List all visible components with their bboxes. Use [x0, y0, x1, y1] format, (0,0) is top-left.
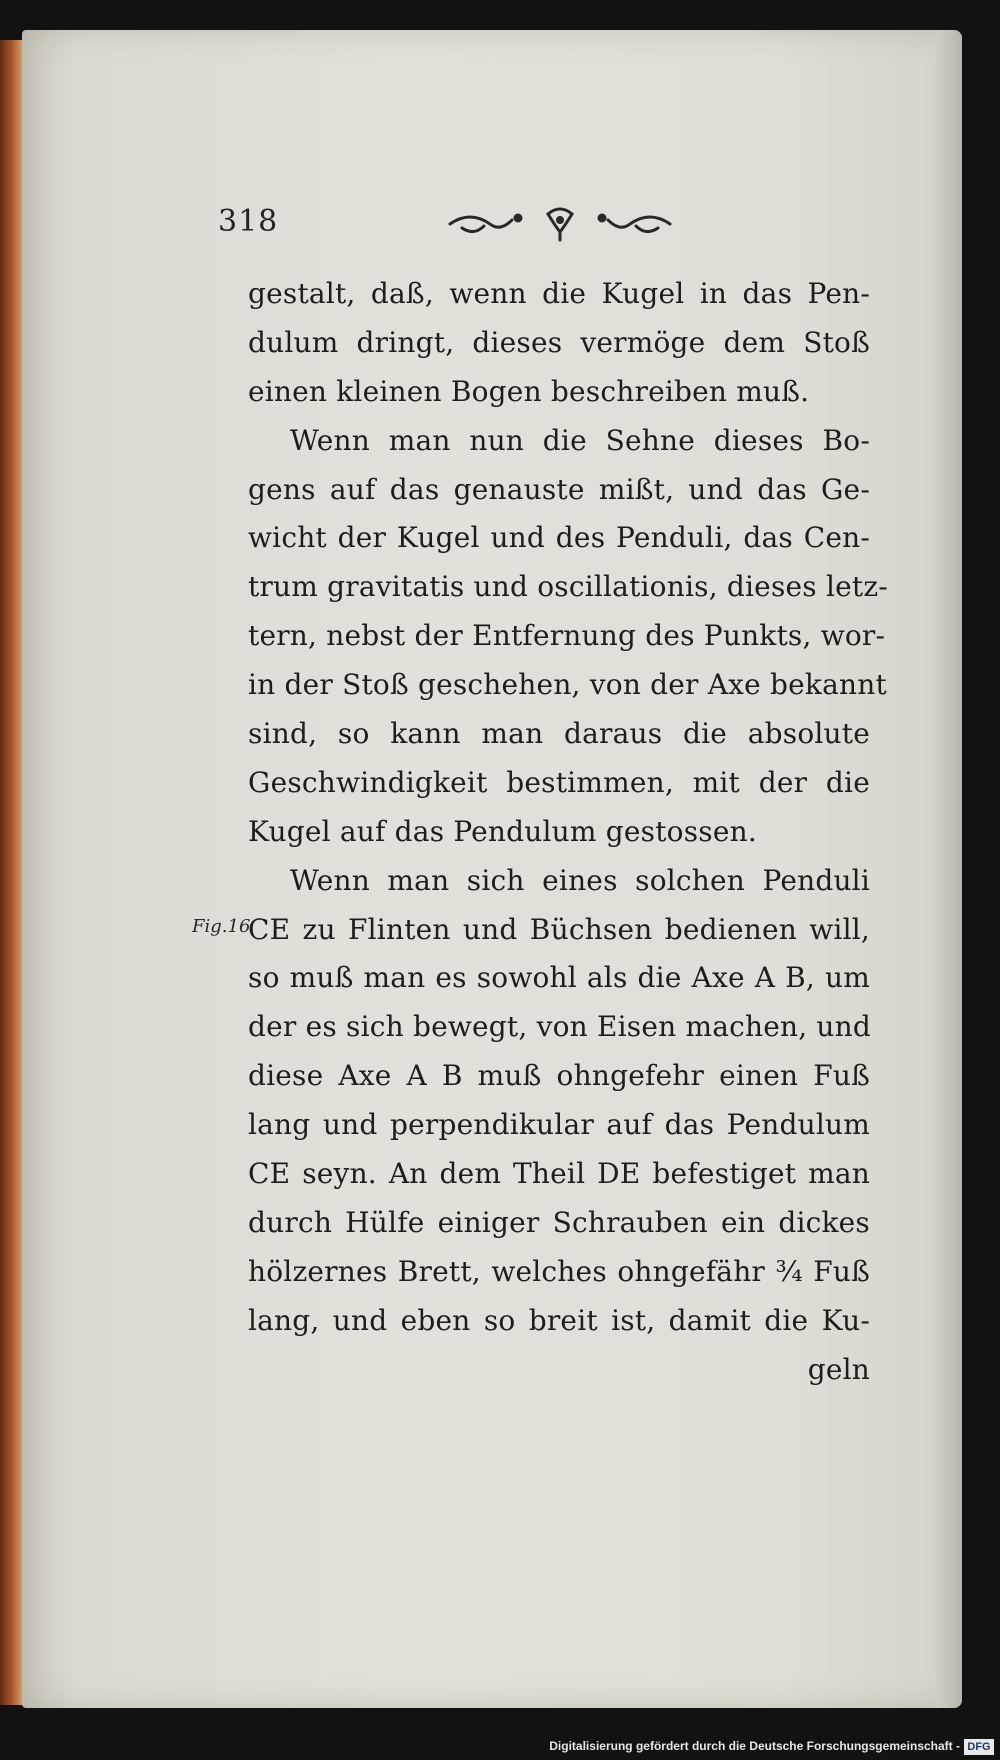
text-line: lang, und eben so breit ist, damit die Ku- — [248, 1303, 870, 1337]
text-line: diese Axe A B muß ohngefehr einen Fuß — [248, 1059, 870, 1093]
text-line: der es sich bewegt, von Eisen machen, und — [248, 1010, 871, 1044]
page-number: 318 — [218, 204, 279, 239]
text-line: hölzernes Brett, welches ohngefähr ¾ Fuß — [248, 1254, 870, 1288]
text-line: lang und perpendikular auf das Pendulum — [248, 1108, 870, 1142]
page-body-text — [248, 270, 888, 1394]
funding-credit: Digitalisierung gefördert durch die Deutsche Forschungsgemeinschaft - — [549, 1739, 960, 1753]
decorative-fleuron-icon — [440, 206, 680, 242]
text-line: gestalt, daß, wenn die Kugel in das Pen- — [248, 277, 870, 310]
page-edge-shadow — [936, 30, 962, 1708]
footer-bar — [0, 1736, 1000, 1760]
text-line: Wenn man sich eines solchen Penduli — [290, 863, 870, 897]
text-line: Geschwindigkeit bestimmen, mit der die — [248, 765, 870, 799]
text-line: durch Hülfe einiger Schrauben ein dickes — [248, 1205, 870, 1239]
text-line: Wenn man nun die Sehne dieses Bo- — [290, 423, 870, 457]
dfg-logo: DFG — [964, 1739, 994, 1755]
catchword: geln — [807, 1352, 870, 1386]
text-line: einen kleinen Bogen beschreiben muß. — [248, 374, 810, 408]
text-line: wicht der Kugel und des Penduli, das Cen- — [248, 521, 870, 555]
text-line: CE seyn. An dem Theil DE befestiget man — [248, 1157, 870, 1191]
text-line: in der Stoß geschehen, von der Axe bekannt — [248, 668, 887, 702]
text-line: Kugel auf das Pendulum gestossen. — [248, 814, 757, 848]
text-line: sind, so kann man daraus die absolute — [248, 717, 870, 751]
text-line: CE zu Flinten und Büchsen bedienen will, — [248, 912, 870, 946]
margin-figure-reference: Fig.16 — [192, 916, 251, 937]
text-line: tern, nebst der Entfernung des Punkts, wor- — [248, 619, 886, 653]
text-line: dulum dringt, dieses vermöge dem Stoß — [248, 325, 870, 359]
text-line: so muß man es sowohl als die Axe A B, um — [248, 961, 870, 995]
text-line: gens auf das genauste mißt, und das Ge- — [248, 472, 870, 506]
text-line: trum gravitatis und oscillationis, dieses letz- — [248, 570, 888, 604]
